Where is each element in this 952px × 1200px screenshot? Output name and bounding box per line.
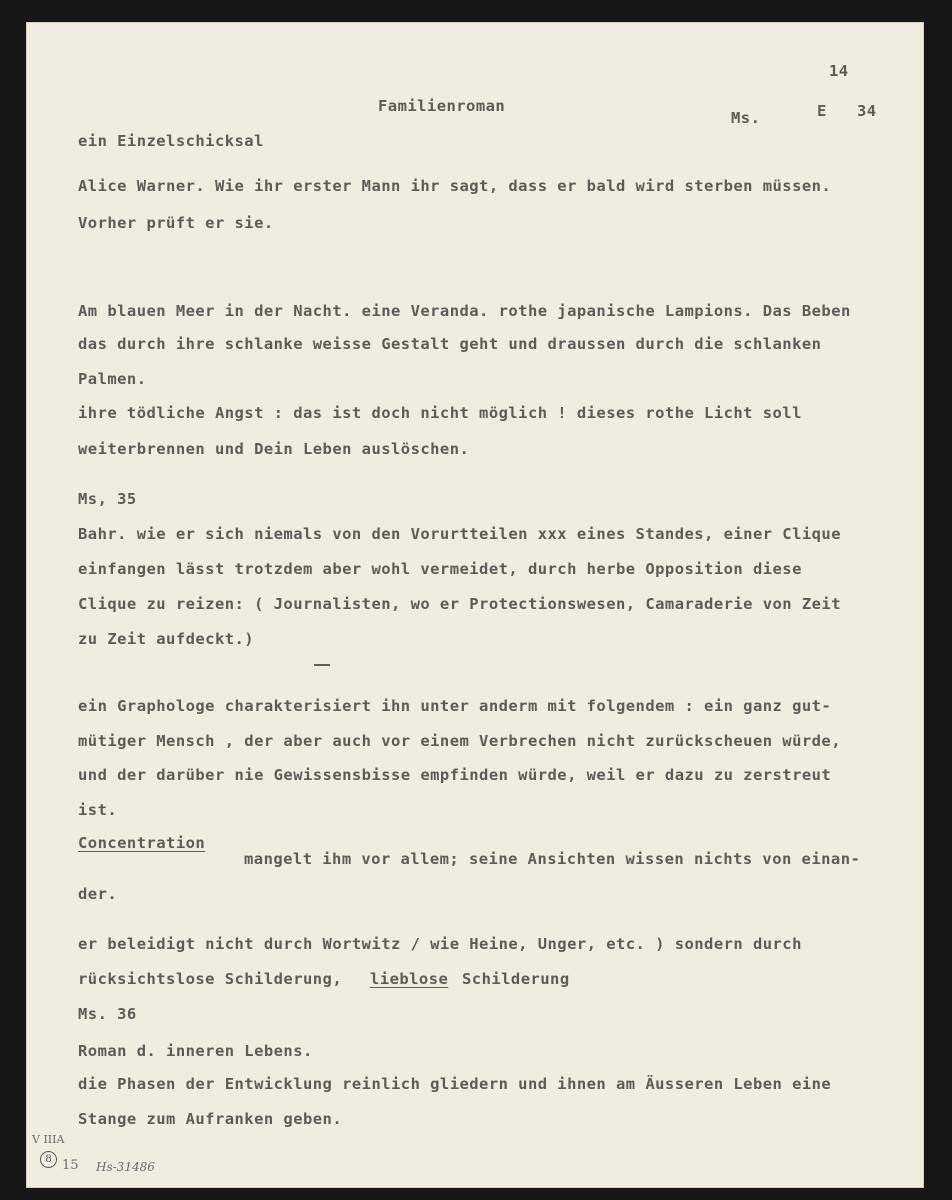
shelfmark-annotation: V IIIA [32, 1133, 65, 1146]
ms-label: Ms. [731, 109, 761, 127]
circled-number: 8 [40, 1151, 57, 1168]
text-line: die Phasen der Entwicklung reinlich gliedern und ihnen am Äusseren Leben eine [78, 1075, 832, 1093]
text-line: zu Zeit aufdeckt.) [78, 630, 255, 648]
text-line: mangelt ihm vor allem; seine Ansichten wissen nichts von einan- [244, 850, 861, 868]
text-line: Vorher prüft er sie. [78, 214, 274, 232]
series-number: 34 [857, 102, 877, 120]
text-line: mütiger Mensch , der aber auch vor einem Verbrechen nicht zurückscheuen würde, [78, 732, 841, 750]
text-line: ist. [78, 801, 118, 819]
text-line: Clique zu reizen: ( Journalisten, wo er Protectionswesen, Camaraderie von Zeit [78, 595, 841, 613]
text-line: Stange zum Aufranken geben. [78, 1110, 343, 1128]
underlined-heading: Concentration [78, 834, 206, 852]
text-line: Alice Warner. Wie ihr erster Mann ihr sagt, dass er bald wird sterben müssen. [78, 177, 832, 195]
text-line: ein Graphologe charakterisiert ihn unter anderm mit folgendem : ein ganz gut- [78, 697, 832, 715]
document-title: Familienroman [378, 97, 506, 115]
text-line: Palmen. [78, 370, 147, 388]
text-line: er beleidigt nicht durch Wortwitz / wie Heine, Unger, etc. ) sondern durch [78, 935, 802, 953]
text-line: Ms. 36 [78, 1005, 137, 1023]
text-line: Roman d. inneren Lebens. [78, 1042, 313, 1060]
text-line: Schilderung [462, 970, 570, 988]
text-line: der. [78, 885, 118, 903]
text-line: das durch ihre schlanke weisse Gestalt geht und draussen durch die schlanken [78, 335, 822, 353]
text-line: ein Einzelschicksal [78, 132, 264, 150]
text-line: ihre tödliche Angst : das ist doch nicht möglich ! dieses rothe Licht soll [78, 404, 802, 422]
series-letter: E [817, 102, 827, 120]
folio-number: 15 [62, 1158, 79, 1173]
underlined-word: lieblose [370, 970, 449, 988]
section-divider [314, 664, 330, 666]
text-line: Am blauen Meer in der Nacht. eine Veranda. rothe japanische Lampions. Das Beben [78, 302, 851, 320]
text-line: Ms, 35 [78, 490, 137, 508]
text-line: einfangen lässt trotzdem aber wohl vermeidet, durch herbe Opposition diese [78, 560, 802, 578]
text-line: und der darüber nie Gewissensbisse empfinden würde, weil er dazu zu zerstreut [78, 766, 832, 784]
inventory-number: Hs-31486 [96, 1160, 155, 1174]
text-line: rücksichtslose Schilderung, [78, 970, 343, 988]
text-line: Bahr. wie er sich niemals von den Vorurtteilen xxx eines Standes, einer Clique [78, 525, 841, 543]
page-number: 14 [829, 62, 849, 80]
text-line: weiterbrennen und Dein Leben auslöschen. [78, 440, 470, 458]
